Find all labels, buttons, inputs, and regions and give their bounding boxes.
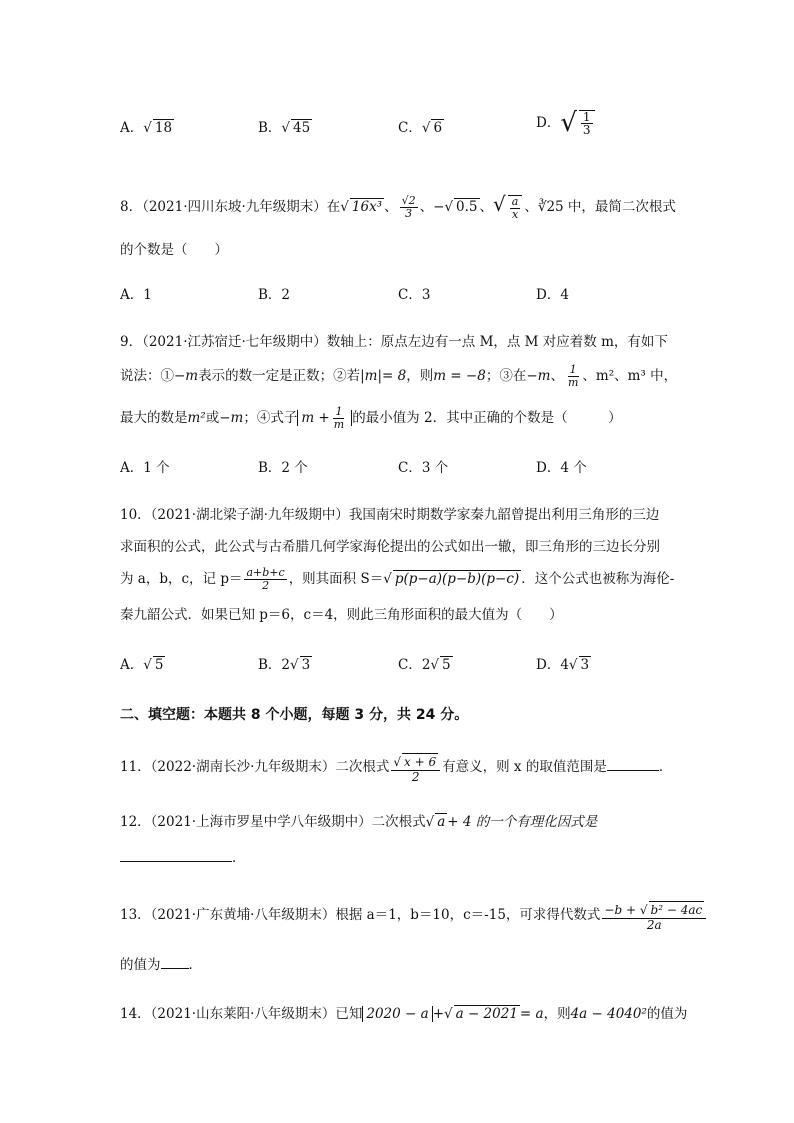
q10-option-d: D．4√ 3 <box>536 657 590 673</box>
radicand: 45 <box>293 120 311 136</box>
q10-stem-line2: 求面积的公式，此公式与古希腊几何学家海伦提出的公式如出一辙，即三角形的三边长分别 <box>120 539 660 555</box>
option-label: B． <box>258 120 282 136</box>
q10-stem-line4: 秦九韶公式．如果已知 p＝6，c＝4，则此三角形面积的最大值为（ ） <box>120 607 563 623</box>
q12-answer-line: ． <box>120 848 246 868</box>
q9-stem-line2: 说法：①−m表示的数一定是正数；②若|m|= 8，则m = −8；③在−m、 $\frac{1}{m}$ 、m²、m³ 中， <box>120 363 678 389</box>
q8-option-b: B．2 <box>258 287 291 303</box>
q9-option-c: C．3 个 <box>398 460 449 476</box>
q9-stem-line1: 9．（2021·江苏宿迁·七年级期中）数轴上：原点左边有一点 M，点 M 对应着数 m，有如下 <box>120 334 668 350</box>
answer-blank[interactable] <box>120 861 232 862</box>
q14-stem: 14．（2021·山东莱阳·八年级期末）已知 2020 − a +√ a − 2021 = a，则4a − 4040²的值为 <box>120 1006 688 1022</box>
absolute-value: m + $\frac{1}{m}$ <box>297 410 352 426</box>
option-label: A． <box>120 120 144 136</box>
answer-blank[interactable] <box>607 770 659 771</box>
radicand-fraction: $\frac{1}{3}$ <box>579 110 595 136</box>
fraction: $\frac{1}{m}$ <box>567 363 579 389</box>
q7-option-a: A．√ 18 <box>120 120 173 136</box>
q10-option-a: A．√ 5 <box>120 657 164 673</box>
q7-option-c: C．√ 6 <box>398 120 443 136</box>
q8-stem-line1: 8．（2021·四川东坡·九年级期末）在√ 16x³ 、 $\frac{√2}{3}$ 、−√ 0.5 、√ $\frac{a}{x}$ 、∛25 中，最简二次根式 <box>120 192 676 221</box>
q8-option-a: A．1 <box>120 287 152 303</box>
q9-option-a: A．1 个 <box>120 460 170 476</box>
section-heading-fill-in: 二、填空题：本题共 8 个小题，每题 3 分，共 24 分。 <box>120 707 469 723</box>
radicand: 6 <box>433 120 443 136</box>
radicand: 16x³ <box>351 199 383 215</box>
q11-stem: 11．（2022·湖南长沙·九年级期末）二次根式 $\frac{√ x + 6}{2}$ 有意义，则 x 的取值范围是 ． <box>120 754 673 784</box>
answer-blank[interactable] <box>161 968 189 969</box>
q10-option-c: C．2√ 5 <box>398 657 451 673</box>
q8-option-d: D．4 <box>536 287 569 303</box>
option-label: D． <box>536 115 561 131</box>
q7-option-d: D．√ $\frac{1}{3}$ <box>536 110 597 136</box>
radicand-fraction: $\frac{a}{x}$ <box>508 195 523 221</box>
q9-option-b: B．2 个 <box>258 460 308 476</box>
fraction: $\frac{√2}{3}$ <box>401 194 416 220</box>
q9-stem-line3: 最大的数是m²或−m；④式子 m + $\frac{1}{m}$ 的最小值为 2．其中正确的个数是（ ） <box>120 405 622 431</box>
q13-stem: 13．（2021·广东黄埔·八年级期末）根据 a＝1，b＝10，c＝-15，可求得代数式 $\frac{\text{−b + √ b² − 4ac}}{2a}$ <box>120 898 708 932</box>
fraction: $\frac{√ x + 6}{2}$ <box>391 753 440 783</box>
fraction: $\frac{a+b+c}{2}$ <box>246 566 285 592</box>
option-label: C． <box>398 120 422 136</box>
radicand: 18 <box>154 120 173 136</box>
q10-option-b: B．2√ 3 <box>258 657 311 673</box>
q10-stem-line1: 10．（2021·湖北梁子湖·九年级期中）我国南宋时期数学家秦九韶曾提出利用三角形的三边 <box>120 507 660 523</box>
q10-stem-line3: 为 a，b，c，记 p＝ $\frac{a+b+c}{2}$ ，则其面积 S＝√ p(p−a)(p−b)(p−c) ．这个公式也被称为海伦- <box>120 566 675 592</box>
q8-option-c: C．3 <box>398 287 431 303</box>
q9-option-d: D．4 个 <box>536 460 587 476</box>
q8-stem-line2: 的个数是（ ） <box>120 242 228 258</box>
q13-answer-line: 的值为 ． <box>120 957 202 973</box>
fraction: $\frac{1}{m}$ <box>333 405 345 431</box>
q12-stem: 12．（2021·上海市罗星中学八年级期中）二次根式√ a + 4 的一个有理化因式是 <box>120 814 598 830</box>
q7-option-b: B．√ 45 <box>258 120 311 136</box>
radicand: 0.5 <box>456 199 478 215</box>
fraction: $\frac{\text{−b + √ b² − 4ac}}{2a}$ <box>602 901 706 931</box>
radicand: p(p−a)(p−b)(p−c) <box>394 571 520 587</box>
absolute-value: 2020 − a <box>362 1006 432 1022</box>
